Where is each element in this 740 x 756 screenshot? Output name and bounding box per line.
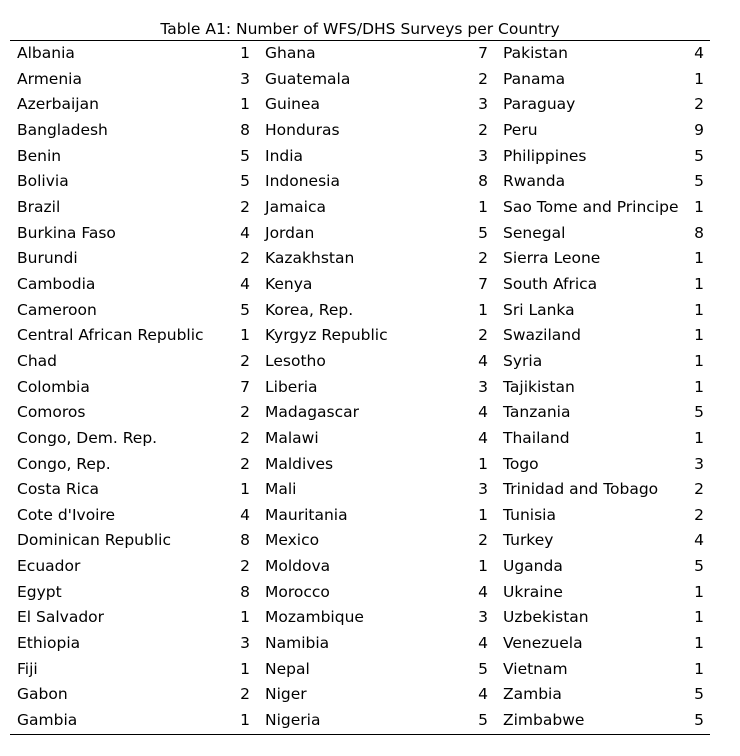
survey-count: 3 (478, 608, 488, 627)
country-name: Tunisia (503, 505, 556, 524)
survey-count: 8 (240, 582, 250, 601)
survey-count: 2 (240, 557, 250, 576)
table-cell (496, 67, 710, 93)
country-name: Zambia (503, 685, 562, 704)
survey-count: 2 (478, 326, 488, 345)
survey-count: 2 (478, 120, 488, 139)
survey-count: 4 (240, 505, 250, 524)
survey-count: 1 (240, 711, 250, 730)
survey-count: 3 (478, 95, 488, 114)
table-cell (258, 195, 496, 221)
table-cell (10, 477, 258, 503)
survey-count: 5 (694, 557, 704, 576)
table-cell (10, 67, 258, 93)
country-name: Turkey (503, 531, 554, 550)
survey-count: 8 (240, 120, 250, 139)
country-name: Venezuela (503, 634, 583, 653)
table-row (10, 631, 710, 657)
country-name: Chad (17, 351, 57, 370)
survey-count: 1 (694, 377, 704, 396)
survey-count: 2 (694, 95, 704, 114)
country-name: Comoros (17, 403, 86, 422)
table-cell (496, 426, 710, 452)
survey-count: 3 (478, 377, 488, 396)
survey-count: 1 (694, 582, 704, 601)
country-name: Vietnam (503, 659, 568, 678)
table-cell (496, 144, 710, 170)
survey-count: 1 (694, 274, 704, 293)
survey-count: 2 (240, 685, 250, 704)
country-name: Kenya (265, 274, 313, 293)
survey-table (10, 18, 710, 735)
survey-count: 4 (240, 274, 250, 293)
survey-count: 4 (478, 351, 488, 370)
survey-count: 2 (240, 351, 250, 370)
country-name: Cambodia (17, 274, 96, 293)
table-row (10, 118, 710, 144)
country-name: Brazil (17, 197, 61, 216)
country-name: Peru (503, 120, 538, 139)
table-row (10, 400, 710, 426)
table-cell (496, 580, 710, 606)
table-cell (496, 657, 710, 683)
country-name: Mexico (265, 531, 320, 550)
table-cell (258, 400, 496, 426)
table-body (10, 41, 710, 734)
country-name: Burkina Faso (17, 223, 116, 242)
table-cell (10, 657, 258, 683)
survey-count: 2 (240, 249, 250, 268)
survey-count: 4 (478, 582, 488, 601)
table-cell (496, 554, 710, 580)
country-name: Ukraine (503, 582, 563, 601)
table-cell (10, 400, 258, 426)
country-name: Fiji (17, 659, 38, 678)
survey-count: 1 (694, 608, 704, 627)
country-name: Uzbekistan (503, 608, 589, 627)
country-name: Armenia (17, 69, 82, 88)
table-cell (258, 92, 496, 118)
survey-count: 8 (478, 172, 488, 191)
table-cell (10, 118, 258, 144)
country-name: Sao Tome and Principe (503, 197, 679, 216)
table-cell (496, 349, 710, 375)
country-name: Tanzania (503, 403, 571, 422)
country-name: Benin (17, 146, 62, 165)
country-name: Moldova (265, 557, 331, 576)
country-name: Mauritania (265, 505, 348, 524)
table-cell (258, 708, 496, 734)
table-cell (496, 323, 710, 349)
survey-count: 1 (694, 300, 704, 319)
country-name: Panama (503, 69, 566, 88)
table-row (10, 503, 710, 529)
country-name: Albania (17, 44, 75, 62)
table-row (10, 554, 710, 580)
country-name: Swaziland (503, 326, 581, 345)
country-name: Guinea (265, 95, 320, 114)
table-cell (258, 426, 496, 452)
table-cell (496, 272, 710, 298)
survey-count: 3 (478, 146, 488, 165)
table-row (10, 375, 710, 401)
table-row (10, 246, 710, 272)
country-name: Korea, Rep. (265, 300, 354, 319)
country-name: Congo, Rep. (17, 454, 111, 473)
country-name: Senegal (503, 223, 566, 242)
table-row (10, 426, 710, 452)
country-name: Ethiopia (17, 634, 81, 653)
table-cell (496, 477, 710, 503)
survey-count: 3 (240, 634, 250, 653)
country-name: Bangladesh (17, 120, 108, 139)
survey-count: 2 (478, 249, 488, 268)
survey-count: 1 (240, 608, 250, 627)
country-name: Gabon (17, 685, 68, 704)
table-cell (10, 272, 258, 298)
survey-count: 8 (694, 223, 704, 242)
table-row (10, 605, 710, 631)
table-cell (10, 426, 258, 452)
table-cell (258, 221, 496, 247)
survey-count: 2 (240, 197, 250, 216)
table-cell (258, 657, 496, 683)
survey-count: 5 (478, 711, 488, 730)
survey-count: 2 (694, 505, 704, 524)
survey-count: 5 (240, 300, 250, 319)
table-row (10, 708, 710, 734)
country-name: Kyrgyz Republic (265, 326, 388, 345)
table-row (10, 272, 710, 298)
table-row (10, 580, 710, 606)
survey-count: 1 (478, 197, 488, 216)
table-cell (496, 682, 710, 708)
survey-count: 1 (478, 454, 488, 473)
survey-count: 5 (240, 172, 250, 191)
country-name: Cameroon (17, 300, 97, 319)
country-name: Madagascar (265, 403, 360, 422)
country-name: Pakistan (503, 44, 568, 62)
table-cell (258, 554, 496, 580)
table-cell (258, 323, 496, 349)
table-row (10, 323, 710, 349)
country-name: Indonesia (265, 172, 340, 191)
table-cell (258, 682, 496, 708)
table-cell (496, 246, 710, 272)
table-row (10, 452, 710, 478)
table-cell (258, 169, 496, 195)
survey-count: 2 (240, 428, 250, 447)
table-row (10, 144, 710, 170)
table-cell (258, 605, 496, 631)
country-name: Central African Republic (17, 326, 204, 345)
survey-count: 5 (694, 172, 704, 191)
table-cell (258, 503, 496, 529)
country-name: Philippines (503, 146, 587, 165)
country-name: Mali (265, 480, 297, 499)
survey-count: 1 (694, 249, 704, 268)
country-name: Trinidad and Tobago (503, 480, 659, 499)
survey-count: 1 (694, 197, 704, 216)
table-cell (258, 272, 496, 298)
country-name: El Salvador (17, 608, 105, 627)
table-row (10, 657, 710, 683)
survey-count: 1 (240, 326, 250, 345)
table-cell (258, 631, 496, 657)
table-row (10, 92, 710, 118)
country-name: Syria (503, 351, 543, 370)
survey-count: 7 (478, 44, 488, 62)
country-name: Dominican Republic (17, 531, 171, 550)
table-cell (258, 477, 496, 503)
table-cell (258, 580, 496, 606)
table-cell (10, 605, 258, 631)
country-name: Cote d'Ivoire (17, 505, 116, 524)
table-cell (496, 503, 710, 529)
table-row (10, 67, 710, 93)
table-cell (496, 631, 710, 657)
survey-count: 3 (694, 454, 704, 473)
survey-count: 5 (694, 685, 704, 704)
table-cell (496, 195, 710, 221)
country-name: Gambia (17, 711, 78, 730)
table-row (10, 298, 710, 324)
country-name: Guatemala (265, 69, 351, 88)
country-name: Sierra Leone (503, 249, 601, 268)
country-name: Nepal (265, 659, 310, 678)
country-name: Morocco (265, 582, 330, 601)
country-name: Honduras (265, 120, 340, 139)
survey-count: 5 (694, 146, 704, 165)
survey-count: 5 (478, 659, 488, 678)
table-cell (496, 221, 710, 247)
survey-count: 4 (240, 223, 250, 242)
bottom-rule (10, 734, 710, 735)
survey-count: 1 (478, 557, 488, 576)
survey-count: 4 (694, 531, 704, 550)
country-name: India (265, 146, 304, 165)
survey-count: 4 (478, 428, 488, 447)
table-cell (496, 708, 710, 734)
table-cell (10, 554, 258, 580)
survey-count: 5 (694, 403, 704, 422)
country-name: Namibia (265, 634, 330, 653)
survey-count: 1 (694, 634, 704, 653)
survey-count: 2 (478, 69, 488, 88)
table-cell (496, 92, 710, 118)
table-cell (10, 246, 258, 272)
survey-count: 2 (694, 480, 704, 499)
table-cell (496, 605, 710, 631)
table-cell (258, 298, 496, 324)
country-name: Nigeria (265, 711, 321, 730)
survey-count: 1 (694, 351, 704, 370)
country-name: South Africa (503, 274, 598, 293)
table-cell (10, 144, 258, 170)
table-cell (496, 452, 710, 478)
survey-count: 4 (478, 634, 488, 653)
survey-count: 7 (240, 377, 250, 396)
survey-count-table (10, 41, 710, 734)
survey-count: 1 (240, 480, 250, 499)
table-cell (10, 503, 258, 529)
table-row (10, 682, 710, 708)
survey-count: 3 (240, 69, 250, 88)
table-cell (258, 41, 496, 67)
table-cell (10, 452, 258, 478)
country-name: Bolivia (17, 172, 69, 191)
survey-count: 4 (478, 685, 488, 704)
country-name: Costa Rica (17, 480, 99, 499)
survey-count: 2 (240, 403, 250, 422)
table-row (10, 195, 710, 221)
table-cell (258, 452, 496, 478)
country-name: Burundi (17, 249, 78, 268)
country-name: Thailand (503, 428, 570, 447)
table-cell (496, 528, 710, 554)
country-name: Ghana (265, 44, 316, 62)
table-cell (10, 631, 258, 657)
table-row (10, 169, 710, 195)
table-cell (10, 708, 258, 734)
country-name: Zimbabwe (503, 711, 585, 730)
country-name: Egypt (17, 582, 62, 601)
table-row (10, 528, 710, 554)
country-name: Paraguay (503, 95, 576, 114)
survey-count: 7 (478, 274, 488, 293)
country-name: Uganda (503, 557, 563, 576)
country-name: Niger (265, 685, 307, 704)
survey-count: 1 (240, 44, 250, 62)
table-row (10, 349, 710, 375)
survey-count: 5 (694, 711, 704, 730)
survey-count: 5 (240, 146, 250, 165)
table-cell (10, 221, 258, 247)
survey-count: 1 (478, 505, 488, 524)
table-cell (258, 118, 496, 144)
table-cell (496, 375, 710, 401)
survey-count: 5 (478, 223, 488, 242)
country-name: Maldives (265, 454, 334, 473)
country-name: Colombia (17, 377, 90, 396)
country-name: Congo, Dem. Rep. (17, 428, 158, 447)
survey-count: 8 (240, 531, 250, 550)
survey-count: 2 (478, 531, 488, 550)
country-name: Lesotho (265, 351, 326, 370)
table-cell (10, 580, 258, 606)
table-cell (258, 349, 496, 375)
table-cell (258, 144, 496, 170)
table-cell (10, 298, 258, 324)
country-name: Tajikistan (503, 377, 575, 396)
country-name: Kazakhstan (265, 249, 355, 268)
country-name: Jordan (265, 223, 315, 242)
country-name: Togo (503, 454, 539, 473)
table-cell (258, 67, 496, 93)
country-name: Rwanda (503, 172, 566, 191)
country-name: Liberia (265, 377, 318, 396)
table-cell (10, 349, 258, 375)
table-caption: Table A1: Number of WFS/DHS Surveys per Country (160, 20, 560, 38)
table-cell (10, 41, 258, 67)
table-cell (496, 118, 710, 144)
table-cell (496, 41, 710, 67)
table-cell (258, 375, 496, 401)
country-name: Jamaica (265, 197, 326, 216)
survey-count: 9 (694, 120, 704, 139)
table-cell (10, 92, 258, 118)
country-name: Ecuador (17, 557, 81, 576)
table-cell (258, 246, 496, 272)
country-name: Azerbaijan (17, 95, 99, 114)
survey-count: 1 (694, 326, 704, 345)
survey-count: 1 (240, 659, 250, 678)
survey-count: 1 (694, 69, 704, 88)
table-cell (496, 298, 710, 324)
table-cell (258, 528, 496, 554)
table-row (10, 41, 710, 67)
country-name: Malawi (265, 428, 319, 447)
table-cell (10, 528, 258, 554)
survey-count: 4 (478, 403, 488, 422)
table-cell (10, 323, 258, 349)
table-cell (10, 375, 258, 401)
survey-count: 1 (240, 95, 250, 114)
survey-count: 4 (694, 44, 704, 62)
survey-count: 3 (478, 480, 488, 499)
survey-count: 1 (694, 428, 704, 447)
table-row (10, 477, 710, 503)
survey-count: 1 (478, 300, 488, 319)
country-name: Mozambique (265, 608, 364, 627)
table-cell (10, 195, 258, 221)
survey-count: 2 (240, 454, 250, 473)
table-row (10, 221, 710, 247)
table-cell (10, 169, 258, 195)
table-cell (10, 682, 258, 708)
table-cell (496, 169, 710, 195)
survey-count: 1 (694, 659, 704, 678)
table-cell (496, 400, 710, 426)
country-name: Sri Lanka (503, 300, 575, 319)
